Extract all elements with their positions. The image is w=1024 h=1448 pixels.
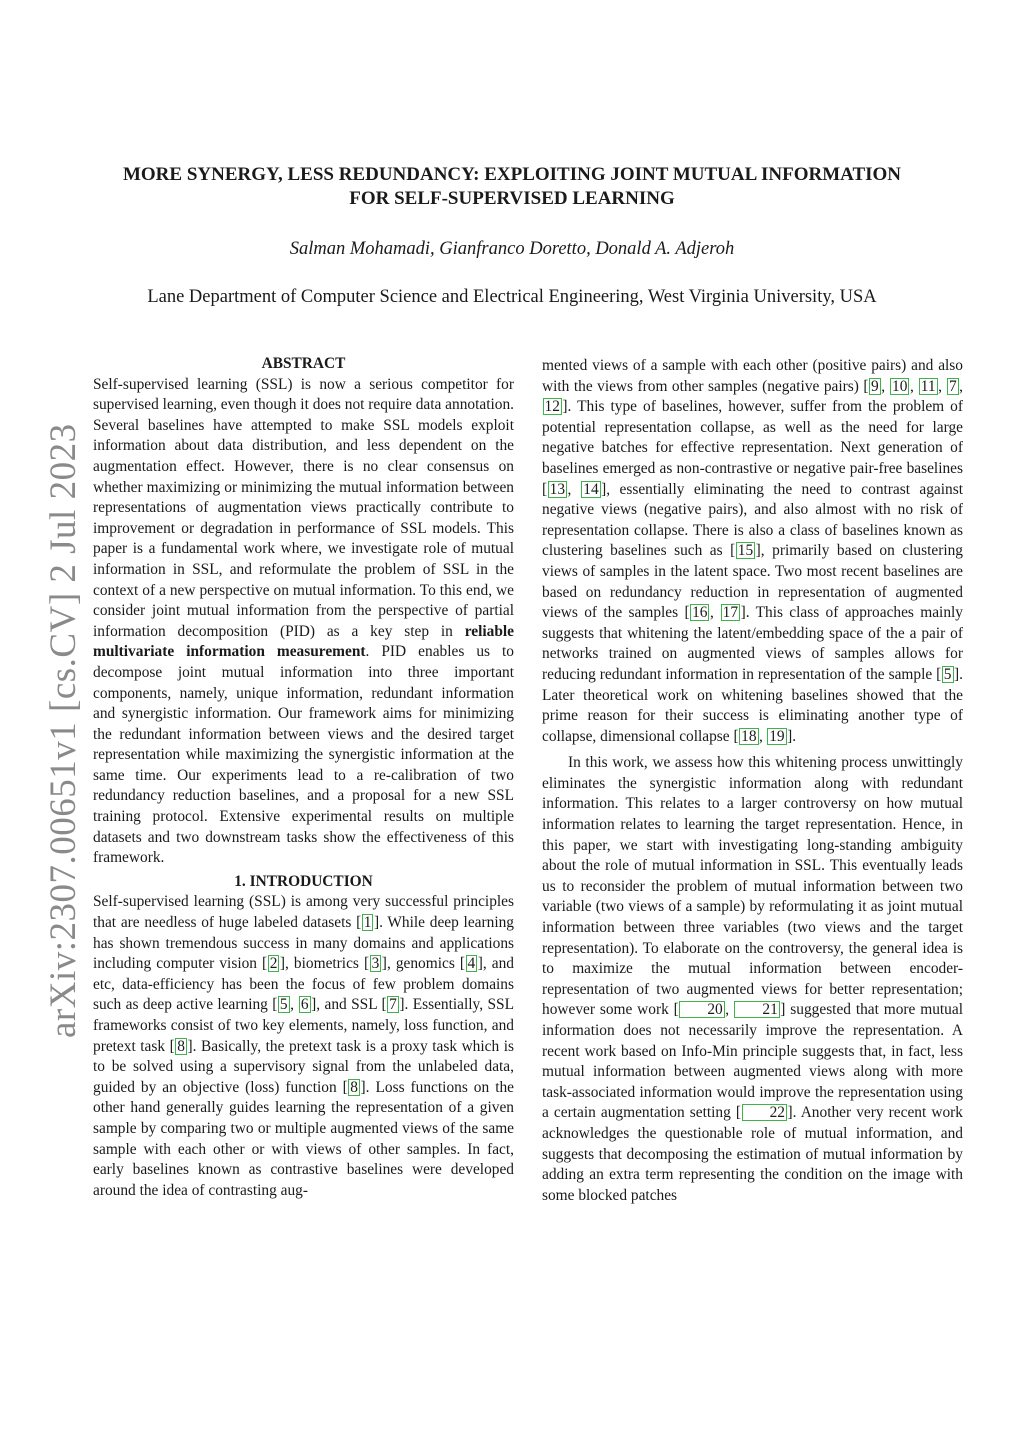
intro-paragraph-2: In this work, we assess how this whitening process unwittingly eliminates the synergistic information along with redundant information. This relates to a larger controversy on how mutual information relates to learning the target representation. Hence, in this paper, we start with investigating long-standing ambiguity about the role of mutual information in SSL. This eventually leads us to reconsider the problem of mutual information between two variable (two views of a sample) by reformulating it as joint mutual information between three variables (two views and the target representation). To elaborate on the controversy, the general idea is to maximize the mutual information between encoder-representation of two augmented views for better representation; however some work [ 20 , 21 ] suggested that more mutual information does not necessarily improve the representation. A recent work based on Info-Min principle suggests that, in fact, less mutual information between augmented views along with more task-associated information would improve the representation using a certain augmentation setting [ 22 ]. Another very recent work acknowledges the questionable role of mutual information, and suggests that decomposing the estimation of mutual information by adding an extra term representing the condition on the image with some blocked patches: [542, 754, 963, 1204]
intro-paragraph-1-continued: mented views of a sample with each other (positive pairs) and also with the views from other samples (negative pairs) [ 9 , 10 , 11 , 7 , 12 ]. This type of baselines, however, suffer from the problem of potential representation collapse, as well as the need for large negative batches for effective representation. Next generation of baselines emerged as non-contrastive or negative pair-free baselines [ 13 , 14 ], essentially eliminating the need to contrast against negative views (negative pairs), and also almost with no risk of representation collapse. There is also a class of baselines known as clustering baselines such as [ 15 ], primarily based on clustering views of samples in the latent space. Two most recent baselines are based on redundancy reduction in representation of augmented views of the samples [ 16 , 17 ]. This class of approaches mainly suggests that whitening the latent/embedding space of the a pair of networks trained on augmented views of samples allows for reducing redundant information in representation of the sample [ 5 ]. Later theoretical work on whitening baselines showed that the prime reason for their success is eliminating another type of collapse, dimensional collapse [ 18 , 19 ].: [542, 357, 964, 745]
right-column: [542, 356, 963, 1206]
paper-title: [60, 163, 964, 211]
left-column: [93, 354, 514, 1201]
citation-link[interactable]: 2: [269, 955, 278, 973]
citation-link[interactable]: 4: [467, 955, 476, 973]
citation-link[interactable]: 6: [300, 996, 309, 1014]
citation-link[interactable]: 13: [549, 480, 566, 498]
intro-text: . Later theoretical work on whitening baselines showed that the prime reason for their success is eliminating another type of collapse, dimensional collapse: [542, 665, 963, 745]
citation-link[interactable]: 19: [769, 727, 785, 745]
abstract-heading: ABSTRACT: [261, 355, 346, 372]
author-list: Salman Mohamadi, Gianfranco Doretto, Donald A. Adjeroh: [289, 239, 735, 259]
intro-text: mented views of a sample with each other (positive pairs) and also with the views from other samples (negative pairs): [542, 357, 963, 395]
citation-link[interactable]: 20: [679, 1001, 724, 1018]
intro-text: . This class of approaches mainly suggests that whitening the latent/embedding space of the a pair of networks trained on augmented views of samples allows for reducing redundant information in representation of the sample: [542, 604, 963, 683]
citation-link[interactable]: 22: [742, 1104, 787, 1121]
arxiv-stamp: arXiv:2307.00651v1 [cs.CV] 2 Jul 2023: [43, 423, 84, 1038]
abstract-bold-phrase: reliable multivariate information measurement: [93, 622, 514, 661]
intro-text: .: [792, 727, 797, 745]
citation-link[interactable]: 12: [544, 398, 560, 416]
intro-text: , and SSL: [316, 996, 382, 1014]
citation-link[interactable]: 21: [734, 1001, 779, 1018]
citation-link[interactable]: 17: [722, 604, 739, 622]
intro-text: suggested that more mutual information does not necessarily improve the representation. A recent work based on Info-Min principle suggests that, in fact, less mutual information between augmented views along with more task-associated information would improve the representation using a certain augmentation setting: [542, 1001, 963, 1122]
citation-link[interactable]: 14: [583, 480, 599, 498]
citation-link[interactable]: 5: [943, 665, 952, 683]
citation-link[interactable]: 18: [741, 727, 757, 745]
citation-link[interactable]: 9: [871, 377, 879, 395]
intro-text: . While deep learning has shown tremendous success in many domains and applications including computer vision: [93, 914, 514, 973]
citation-link[interactable]: 7: [948, 377, 957, 395]
intro-text: . This type of baselines, however, suffer from the problem of potential representation collapse, as well as the need for large negative batches for effective representation. Next generation of baselines emerged as non-contrastive or negative pair-free baselines: [542, 398, 963, 477]
abstract-text: [93, 375, 514, 869]
abstract-text-part-2: . PID enables us to decompose joint mutual information into three important components, namely, unique information, redundant information and synergistic information. Our framework aims for minimizing the redundant information between views and the desired target representation while maximizing the synergistic information at the same time. Our experiments lead to a re-calibration of two redundancy reduction baselines, and a proposal for a new SSL training protocol. Extensive experimental results on multiple datasets and two downstream tasks show the effectiveness of this framework.: [93, 643, 515, 867]
intro-text: Self-supervised learning (SSL) is among very successful principles that are needless of huge labeled datasets: [93, 893, 514, 932]
intro-heading: 1. INTRODUCTION: [234, 872, 373, 890]
intro-text: . Loss functions on the other hand generally guides learning the representation of a given sample by comparing two or multiple augmented views of the same sample with each other or with views of other samples. In fact, early baselines known as contrastive baselines were developed around the idea of contrasting aug-: [93, 1078, 514, 1199]
abstract-text-part-1: Self-supervised learning (SSL) is now a serious competitor for supervised learning, even though it does not require data annotation. Several baselines have attempted to make SSL models exploit information about data distribution, and less dependent on the augmentation effect. However, there is no clear consensus on whether maximizing or minimizing the mutual information between representations of augmentation views practically contribute to improvement or degradation in performance of SSL models. This paper is a fundamental work where, we investigate role of mutual information in SSL, and reformulate the problem of SSL in the context of a new perspective on mutual information. To this end, we consider joint mutual information from the perspective of partial information decomposition (PID) as a key step in: [93, 375, 514, 640]
intro-text: In this work, we assess how this whitening process unwittingly eliminates the synergistic information along with redundant information. This relates to a larger controversy on how mutual information relates to learning the target representation. Hence, in this paper, we start with investigating long-standing ambiguity about the role of mutual information in SSL. This eventually leads us to reconsider the problem of mutual information between two variable (two views of a sample) by reformulating it as joint mutual information between three variables (two views and the target representation). To elaborate on the controversy, the general idea is to maximize the mutual information between encoder-representation of two augmented views for better representation; however some work: [542, 754, 963, 1019]
intro-text: . Another very recent work acknowledges the questionable role of mutual information, and suggests that decomposing the estimation of mutual information by adding an extra term representing the condition on the image with some blocked patches: [542, 1104, 963, 1204]
citation-link[interactable]: 8: [350, 1078, 358, 1096]
intro-text: . Essentially, SSL frameworks consist of two key elements, namely, loss function, and pretext task: [93, 996, 515, 1055]
intro-paragraph-1: Self-supervised learning (SSL) is among very successful principles that are needless of huge labeled datasets [ 1 ]. While deep learning has shown tremendous success in many domains and applications including computer vision [ 2 ], biometrics [ 3 ], genomics [ 4 ], and etc, data-efficiency has been the focus of few problem domains such as deep active learning [ 5 , 6 ], and SSL [ 7 ]. Essentially, SSL frameworks consist of two key elements, namely, loss function, and pretext task [ 8 ]. Basically, the pretext task is a proxy task which is to be solved using a supervisory signal from the unlabeled data, guided by an objective (loss) function [ 8 ]. Loss functions on the other hand generally guides learning the representation of a given sample by comparing two or multiple augmented views of the same sample with each other or with views of other samples. In fact, early baselines known as contrastive baselines were developed around the idea of contrasting aug-: [93, 893, 515, 1199]
citation-link[interactable]: 11: [920, 377, 936, 395]
citation-link[interactable]: 7: [389, 996, 397, 1014]
intro-text: , genomics: [386, 955, 460, 973]
citation-link[interactable]: 1: [363, 914, 372, 932]
intro-text: , and etc, data-efficiency has been the focus of few problem domains such as deep active learning: [93, 955, 514, 1014]
citation-link[interactable]: 8: [177, 1037, 185, 1055]
citation-link[interactable]: 16: [692, 604, 708, 622]
affiliation: Lane Department of Computer Science and Electrical Engineering, West Virginia University, USA: [147, 287, 877, 307]
citation-link[interactable]: 3: [371, 955, 380, 973]
intro-text: , essentially eliminating the need to contrast against negative views (negative pairs), and also almost with no risk of representation collapse. There is also a class of baselines known as clustering baselines such as: [542, 480, 963, 560]
citation-link[interactable]: 10: [892, 377, 908, 395]
intro-text: . Basically, the pretext task is a proxy task which is to be solved using a supervisory signal from the unlabeled data, guided by an objective (loss) function: [93, 1037, 514, 1096]
citation-link[interactable]: 5: [279, 996, 288, 1014]
intro-text: , primarily based on clustering views of samples in the latent space. Two most recent baselines are based on redundancy reduction in representation of augmented views of the samples: [542, 542, 963, 622]
title-line-2: FOR SELF-SUPERVISED LEARNING: [349, 188, 675, 209]
intro-text: , biometrics: [285, 955, 364, 973]
citation-link[interactable]: 15: [737, 542, 754, 560]
title-line-1: MORE SYNERGY, LESS REDUNDANCY: EXPLOITING JOINT MUTUAL INFORMATION: [122, 164, 902, 185]
